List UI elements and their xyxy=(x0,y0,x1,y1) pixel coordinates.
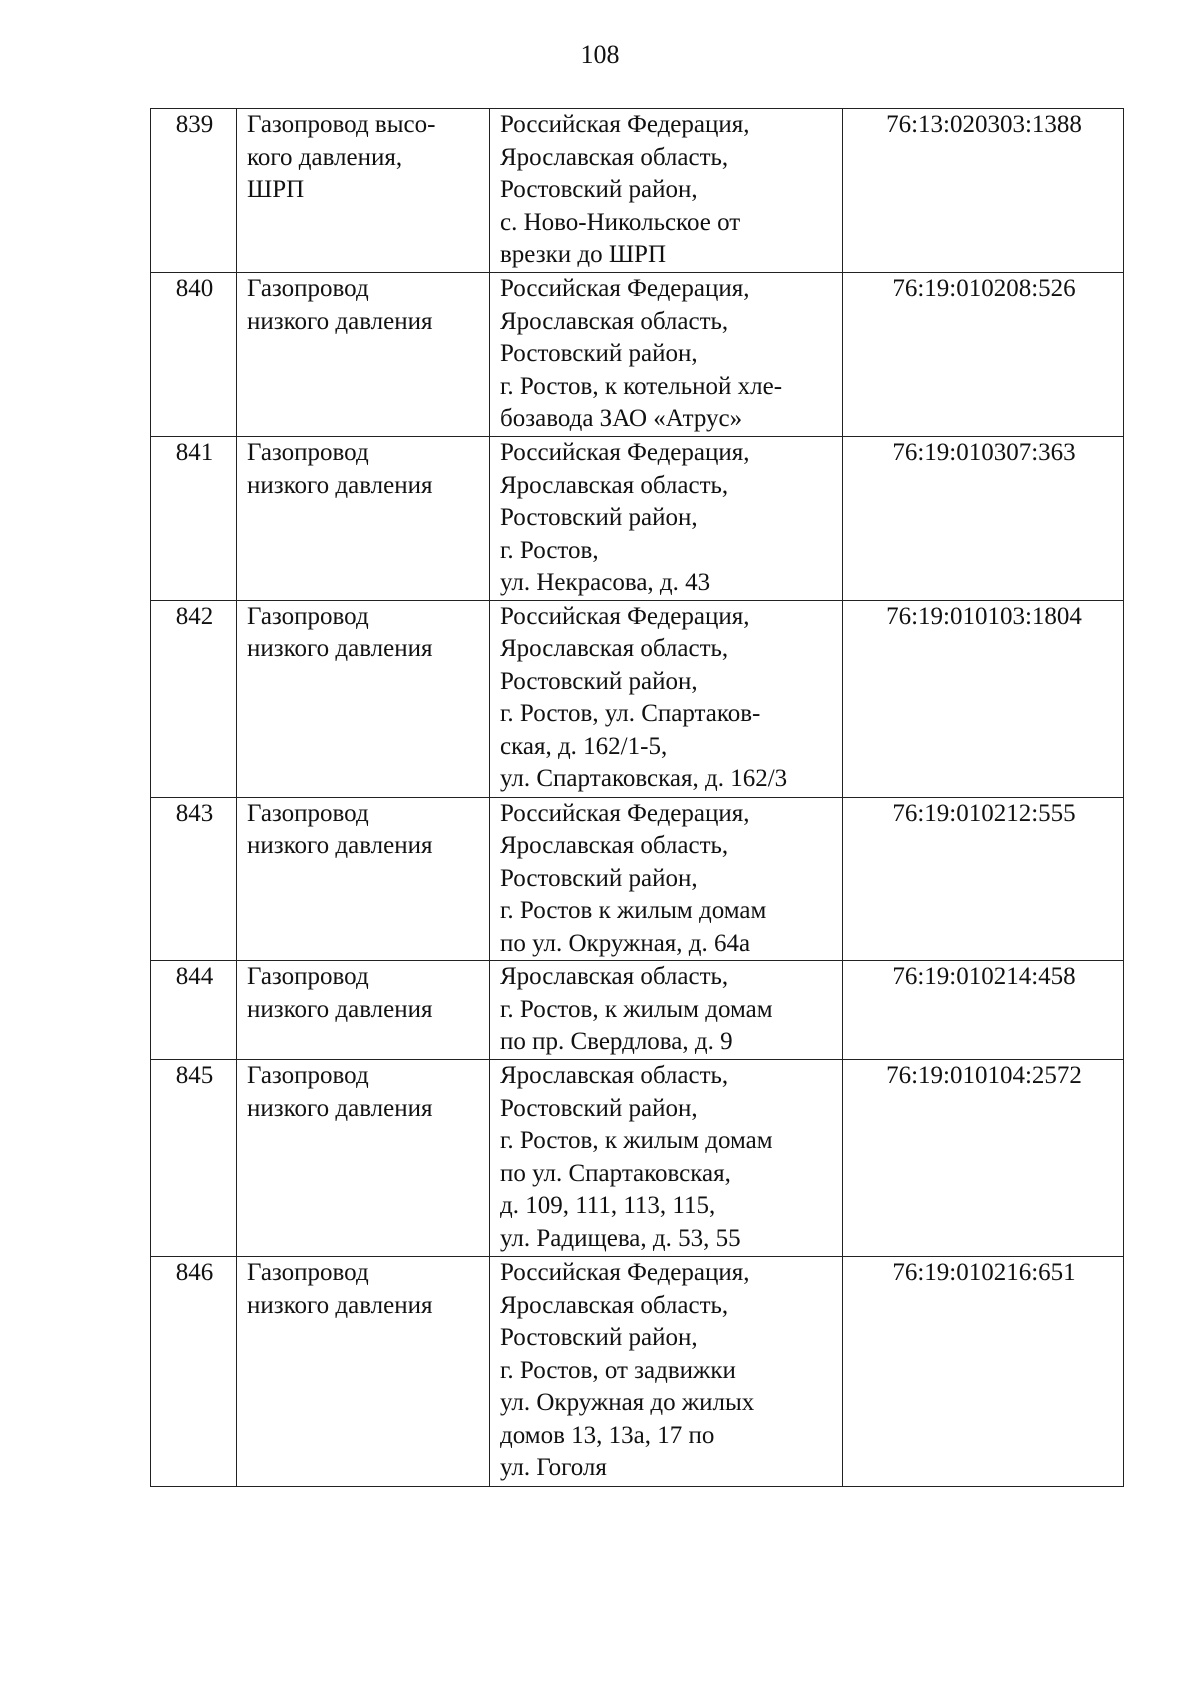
address-line: г. Ростов, к жилым домам xyxy=(500,995,773,1023)
address-line: Ярославская область, xyxy=(500,471,729,499)
address-line: Ярославская область, xyxy=(500,1062,729,1089)
address-line: Ярославская область, xyxy=(500,963,729,990)
address-line: Ярославская область, xyxy=(500,832,729,859)
row-number: 839 xyxy=(151,109,237,273)
row-number: 840 xyxy=(151,273,237,437)
address-line: ул. Спартаковская, д. 162/3 xyxy=(500,765,788,792)
object-name-line: Газопровод xyxy=(247,963,369,990)
address-line: Ростовский район, xyxy=(500,1324,698,1351)
address-cell xyxy=(490,437,843,601)
address-line: ул. Радищева, д. 53, 55 xyxy=(500,1224,741,1252)
object-name-line: Газопровод xyxy=(247,1259,369,1286)
object-name-line: низкого давления xyxy=(247,635,433,662)
address-cell xyxy=(490,109,843,273)
address-line: ул. Окружная до жилых xyxy=(500,1389,755,1416)
cadastral-number: 76:19:010208:526 xyxy=(843,273,1124,437)
address-line: д. 109, 111, 113, 115, xyxy=(500,1192,716,1219)
object-name-line: низкого давления xyxy=(247,307,433,335)
address-line: Российская Федерация, xyxy=(500,275,750,302)
row-number: 843 xyxy=(151,797,237,961)
address-line: Ростовский район, xyxy=(500,667,698,695)
address-line: г. Ростов, к котельной хле- xyxy=(500,372,783,400)
object-name-cell xyxy=(237,1060,490,1257)
address-line: домов 13, 13а, 17 по xyxy=(500,1421,715,1449)
object-name-cell xyxy=(237,961,490,1060)
object-name-line: ШРП xyxy=(247,176,305,203)
table-row xyxy=(151,797,1124,961)
row-number: 845 xyxy=(151,1060,237,1257)
address-line: ул. Некрасова, д. 43 xyxy=(500,569,711,596)
object-name-line: низкого давления xyxy=(247,471,433,499)
table-row xyxy=(151,109,1124,273)
address-line: г. Ростов, от задвижки xyxy=(500,1356,736,1384)
object-name-line: низкого давления xyxy=(247,1094,433,1122)
address-line: Российская Федерация, xyxy=(500,799,750,827)
address-line: Ярославская область, xyxy=(500,635,729,662)
object-name-line: низкого давления xyxy=(247,995,433,1023)
object-name-line: низкого давления xyxy=(247,1291,433,1319)
object-name-line: Газопровод xyxy=(247,602,369,630)
table-row xyxy=(151,600,1124,797)
object-name-cell xyxy=(237,797,490,961)
address-line: Ярославская область, xyxy=(500,1291,729,1319)
object-name-line: низкого давления xyxy=(247,832,433,859)
address-cell xyxy=(490,797,843,961)
cadastral-number: 76:19:010104:2572 xyxy=(843,1060,1124,1257)
cadastral-number: 76:13:020303:1388 xyxy=(843,109,1124,273)
table-row xyxy=(151,1060,1124,1257)
address-line: Ярославская область, xyxy=(500,307,729,335)
object-name-line: Газопровод xyxy=(247,799,369,827)
address-line: Ростовский район, xyxy=(500,1094,698,1122)
cadastral-number: 76:19:010103:1804 xyxy=(843,600,1124,797)
address-line: г. Ростов, к жилым домам xyxy=(500,1127,773,1154)
cadastral-number: 76:19:010214:458 xyxy=(843,961,1124,1060)
cadastral-number: 76:19:010212:555 xyxy=(843,797,1124,961)
address-line: Российская Федерация, xyxy=(500,602,750,630)
address-cell xyxy=(490,1060,843,1257)
row-number: 841 xyxy=(151,437,237,601)
address-line: с. Ново-Никольское от xyxy=(500,208,741,236)
object-name-cell xyxy=(237,109,490,273)
address-line: по пр. Свердлова, д. 9 xyxy=(500,1028,733,1055)
address-line: Ярославская область, xyxy=(500,143,729,171)
object-name-line: Газопровод xyxy=(247,439,369,466)
address-cell xyxy=(490,961,843,1060)
address-line: Ростовский район, xyxy=(500,864,698,892)
address-line: Российская Федерация, xyxy=(500,439,750,466)
address-cell xyxy=(490,273,843,437)
address-line: Ростовский район, xyxy=(500,340,698,367)
cadastral-number: 76:19:010216:651 xyxy=(843,1257,1124,1487)
object-name-line: Газопровод xyxy=(247,1062,369,1089)
object-name-line: Газопровод xyxy=(247,275,369,302)
address-line: Российская Федерация, xyxy=(500,111,750,138)
address-line: г. Ростов к жилым домам xyxy=(500,897,767,924)
table-row xyxy=(151,273,1124,437)
address-cell xyxy=(490,600,843,797)
registry-body xyxy=(151,109,1124,1487)
address-line: Ростовский район, xyxy=(500,504,698,531)
address-line: по ул. Окружная, д. 64а xyxy=(500,929,751,957)
page-number: 108 xyxy=(580,40,620,69)
address-line: ул. Гоголя xyxy=(500,1454,607,1481)
object-name-cell xyxy=(237,437,490,601)
object-name-cell xyxy=(237,273,490,437)
object-name-line: Газопровод высо- xyxy=(247,111,436,138)
address-line: Ростовский район, xyxy=(500,176,698,203)
address-line: по ул. Спартаковская, xyxy=(500,1159,731,1187)
address-line: врезки до ШРП xyxy=(500,241,667,268)
cadastral-number: 76:19:010307:363 xyxy=(843,437,1124,601)
row-number: 844 xyxy=(151,961,237,1060)
row-number: 842 xyxy=(151,600,237,797)
address-line: г. Ростов, xyxy=(500,536,599,564)
table-row xyxy=(151,961,1124,1060)
address-line: Российская Федерация, xyxy=(500,1259,750,1286)
row-number: 846 xyxy=(151,1257,237,1487)
pipeline-registry-table xyxy=(150,108,1124,1487)
object-name-cell xyxy=(237,600,490,797)
address-line: ская, д. 162/1-5, xyxy=(500,732,668,760)
table-row xyxy=(151,437,1124,601)
address-line: г. Ростов, ул. Спартаков- xyxy=(500,700,761,727)
address-cell xyxy=(490,1257,843,1487)
address-line: бозавода ЗАО «Атрус» xyxy=(500,405,743,432)
object-name-line: кого давления, xyxy=(247,143,403,171)
table-row xyxy=(151,1257,1124,1487)
object-name-cell xyxy=(237,1257,490,1487)
